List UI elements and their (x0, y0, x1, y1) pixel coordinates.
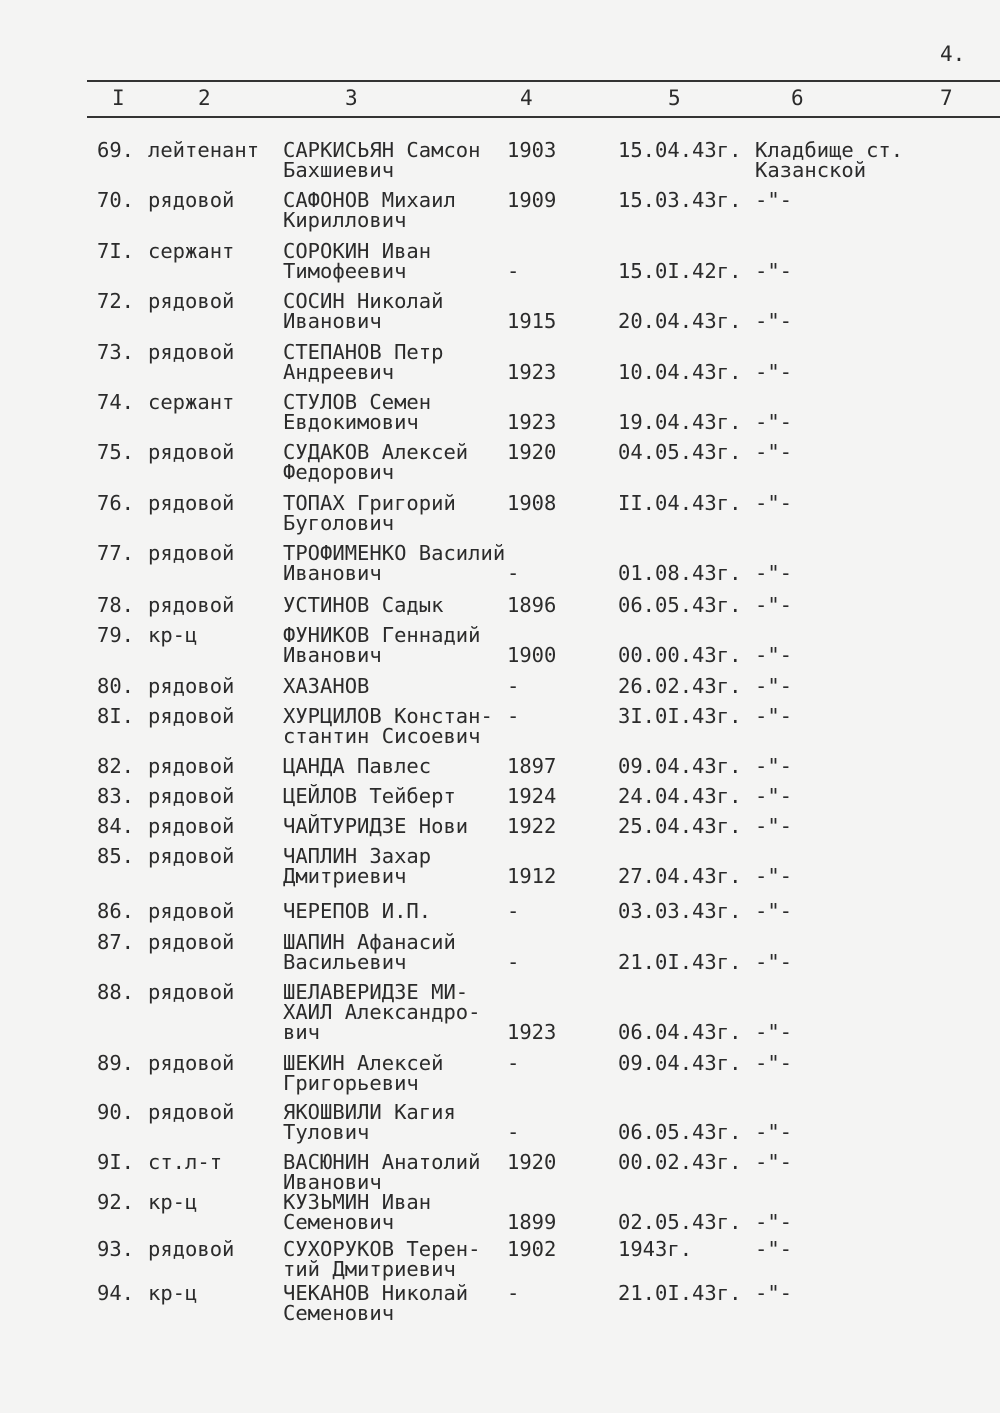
record-rank: рядовой (148, 541, 235, 565)
record-name-line-1: СОСИН Николай (283, 289, 444, 313)
record-rank: рядовой (148, 844, 235, 868)
record-birth-year: 1897 (507, 754, 557, 778)
record-rank: кр-ц (148, 623, 198, 647)
record-rank: рядовой (148, 440, 235, 464)
record-birth-year: 1896 (507, 593, 557, 617)
record-burial-place: -"- (755, 1051, 793, 1075)
record-number: 8I. (97, 704, 135, 728)
record-name-line-1: ЧАЙТУРИДЗЕ Нови (283, 814, 469, 838)
record-burial-place: -"- (755, 1150, 793, 1174)
record-birth-year: 1923 (507, 1020, 557, 1044)
record-burial-place: -"- (755, 440, 793, 464)
record-name-line-1: ФУНИКОВ Геннадий (283, 623, 481, 647)
record-name-line-1: ХАЗАНОВ (283, 674, 370, 698)
column-header-1: I (112, 86, 125, 110)
record-death-date: 21.0I.43г. (618, 950, 742, 974)
record-burial-place: -"- (755, 561, 793, 585)
record-name-line-1: ШАПИН Афанасий (283, 930, 456, 954)
record-name-line-1: СУДАКОВ Алексей (283, 440, 469, 464)
record-rank: рядовой (148, 340, 235, 364)
record-burial-place: -"- (755, 1281, 793, 1305)
record-birth-year: - (507, 950, 520, 974)
record-row (0, 1283, 1000, 1343)
record-name-line-2: Семенович (283, 1210, 395, 1234)
record-name-line-2: Андреевич (283, 360, 395, 384)
record-number: 90. (97, 1100, 135, 1124)
record-rank: сержант (148, 390, 235, 414)
record-rank: рядовой (148, 754, 235, 778)
record-birth-year: 1903 (507, 138, 557, 162)
record-death-date: 15.03.43г. (618, 188, 742, 212)
record-number: 80. (97, 674, 135, 698)
record-name-line-1: ВАСЮНИН Анатолий (283, 1150, 481, 1174)
record-rank: кр-ц (148, 1190, 198, 1214)
record-death-date: 06.05.43г. (618, 593, 742, 617)
record-number: 84. (97, 814, 135, 838)
record-burial-place: -"- (755, 491, 793, 515)
record-name-line-1: СТЕПАНОВ Петр (283, 340, 444, 364)
record-death-date: II.04.43г. (618, 491, 742, 515)
record-rank: рядовой (148, 704, 235, 728)
record-number: 82. (97, 754, 135, 778)
record-name-line-2: Семенович (283, 1301, 395, 1325)
record-birth-year: - (507, 259, 520, 283)
record-rank: сержант (148, 239, 235, 263)
record-row (0, 846, 1000, 906)
record-birth-year: - (507, 674, 520, 698)
column-header-7: 7 (940, 86, 953, 110)
record-number: 74. (97, 390, 135, 414)
record-rank: рядовой (148, 188, 235, 212)
record-death-date: 00.00.43г. (618, 643, 742, 667)
record-death-date: 27.04.43г. (618, 864, 742, 888)
record-number: 83. (97, 784, 135, 808)
record-name-line-1: ШЕКИН Алексей (283, 1051, 444, 1075)
record-name-line-2: Дмитриевич (283, 864, 407, 888)
record-death-date: 25.04.43г. (618, 814, 742, 838)
record-birth-year: 1923 (507, 410, 557, 434)
record-name-line-2: Кириллович (283, 208, 407, 232)
record-number: 76. (97, 491, 135, 515)
record-name-line-1: СУХОРУКОВ Терен- (283, 1237, 481, 1261)
record-rank: ст.л-т (148, 1150, 223, 1174)
record-birth-year: - (507, 1281, 520, 1305)
record-death-date: 09.04.43г. (618, 754, 742, 778)
record-birth-year: 1912 (507, 864, 557, 888)
record-birth-year: - (507, 704, 520, 728)
record-name-line-2: тий Дмитриевич (283, 1257, 456, 1281)
record-row (0, 982, 1000, 1042)
record-death-date: 01.08.43г. (618, 561, 742, 585)
record-death-date: 26.02.43г. (618, 674, 742, 698)
record-birth-year: 1923 (507, 360, 557, 384)
record-name-line-1: ШЕЛАВЕРИДЗЕ МИ- (283, 980, 469, 1004)
record-rank: рядовой (148, 1237, 235, 1261)
record-number: 94. (97, 1281, 135, 1305)
record-rank: рядовой (148, 980, 235, 1004)
column-header-2: 2 (198, 86, 211, 110)
column-header-5: 5 (668, 86, 681, 110)
record-burial-place: -"- (755, 593, 793, 617)
record-death-date: 21.0I.43г. (618, 1281, 742, 1305)
record-burial-place: -"- (755, 1237, 793, 1261)
record-number: 86. (97, 899, 135, 923)
record-birth-year: 1924 (507, 784, 557, 808)
record-birth-year: 1909 (507, 188, 557, 212)
record-name-line-1: СТУЛОВ Семен (283, 390, 432, 414)
record-burial-place: -"- (755, 950, 793, 974)
record-death-date: 06.04.43г. (618, 1020, 742, 1044)
record-death-date: 00.02.43г. (618, 1150, 742, 1174)
record-rank: рядовой (148, 289, 235, 313)
record-death-date: 03.03.43г. (618, 899, 742, 923)
record-rank: рядовой (148, 814, 235, 838)
record-birth-year: 1899 (507, 1210, 557, 1234)
record-burial-place: -"- (755, 674, 793, 698)
record-death-date: 19.04.43г. (618, 410, 742, 434)
record-number: 92. (97, 1190, 135, 1214)
record-burial-place: -"- (755, 864, 793, 888)
record-number: 7I. (97, 239, 135, 263)
record-burial-place: -"- (755, 1120, 793, 1144)
record-name-line-2: стантин Сисоевич (283, 724, 481, 748)
record-name-line-2: Иванович (283, 643, 382, 667)
record-name-line-2: Тимофеевич (283, 259, 407, 283)
record-name-line-1: ТРОФИМЕНКО Василий (283, 541, 506, 565)
record-name-line-2: Федорович (283, 460, 395, 484)
record-name-line-1: УСТИНОВ Садык (283, 593, 444, 617)
record-rank: рядовой (148, 491, 235, 515)
record-rank: рядовой (148, 1051, 235, 1075)
record-number: 73. (97, 340, 135, 364)
record-burial-place: -"- (755, 784, 793, 808)
record-number: 70. (97, 188, 135, 212)
record-name-line-1: САФОНОВ Михаил (283, 188, 456, 212)
record-death-date: 15.04.43г. (618, 138, 742, 162)
record-name-line-2: Бахшиевич (283, 158, 395, 182)
record-number: 69. (97, 138, 135, 162)
record-rank: рядовой (148, 930, 235, 954)
record-rank: рядовой (148, 593, 235, 617)
record-name-line-2: Григорьевич (283, 1071, 419, 1095)
column-header-4: 4 (520, 86, 533, 110)
record-death-date: 06.05.43г. (618, 1120, 742, 1144)
record-rank: рядовой (148, 899, 235, 923)
record-name-line-1: ЧЕРЕПОВ И.П. (283, 899, 432, 923)
record-death-date: 02.05.43г. (618, 1210, 742, 1234)
record-name-line-2: Васильевич (283, 950, 407, 974)
record-birth-year: - (507, 1051, 520, 1075)
record-burial-place: -"- (755, 643, 793, 667)
record-burial-place: -"- (755, 1210, 793, 1234)
record-birth-year: - (507, 1120, 520, 1144)
record-number: 75. (97, 440, 135, 464)
record-number: 78. (97, 593, 135, 617)
record-number: 93. (97, 1237, 135, 1261)
record-burial-place: -"- (755, 410, 793, 434)
record-number: 85. (97, 844, 135, 868)
record-name-line-3: вич (283, 1020, 321, 1044)
record-name-line-1: ЦЕЙЛОВ Тейберт (283, 784, 456, 808)
record-number: 9I. (97, 1150, 135, 1174)
record-burial-place: -"- (755, 899, 793, 923)
record-birth-year: 1920 (507, 1150, 557, 1174)
record-death-date: 10.04.43г. (618, 360, 742, 384)
record-name-line-2: Иванович (283, 309, 382, 333)
record-name-line-1: КУЗЬМИН Иван (283, 1190, 432, 1214)
record-number: 88. (97, 980, 135, 1004)
record-name-line-2: Евдокимович (283, 410, 419, 434)
record-name-line-1: ЧЕКАНОВ Николай (283, 1281, 469, 1305)
record-burial-place-line-2: Казанской (755, 158, 867, 182)
record-birth-year: 1902 (507, 1237, 557, 1261)
record-death-date: 04.05.43г. (618, 440, 742, 464)
record-name-line-2: ХАИЛ Александро- (283, 1000, 481, 1024)
record-number: 87. (97, 930, 135, 954)
record-burial-place: -"- (755, 754, 793, 778)
record-death-date: 3I.0I.43г. (618, 704, 742, 728)
record-name-line-1: ХУРЦИЛОВ Констан- (283, 704, 493, 728)
record-name-line-1: ТОПАХ Григорий (283, 491, 456, 515)
record-burial-place: -"- (755, 188, 793, 212)
record-burial-place: -"- (755, 309, 793, 333)
record-death-date: 1943г. (618, 1237, 693, 1261)
page-number: 4. (940, 42, 966, 66)
record-name-line-1: ЦАНДА Павлес (283, 754, 432, 778)
record-death-date: 20.04.43г. (618, 309, 742, 333)
record-rank: рядовой (148, 1100, 235, 1124)
record-birth-year: 1900 (507, 643, 557, 667)
record-burial-place: -"- (755, 259, 793, 283)
record-death-date: 09.04.43г. (618, 1051, 742, 1075)
record-rank: рядовой (148, 674, 235, 698)
column-header-6: 6 (791, 86, 804, 110)
record-name-line-1: ЧАПЛИН Захар (283, 844, 432, 868)
record-birth-year: 1908 (507, 491, 557, 515)
record-name-line-2: Иванович (283, 1170, 382, 1194)
record-number: 79. (97, 623, 135, 647)
record-birth-year: 1915 (507, 309, 557, 333)
record-burial-place: -"- (755, 1020, 793, 1044)
column-header-3: 3 (345, 86, 358, 110)
record-name-line-1: САРКИСЬЯН Самсон (283, 138, 481, 162)
record-burial-place: -"- (755, 360, 793, 384)
record-name-line-2: Иванович (283, 561, 382, 585)
record-birth-year: 1920 (507, 440, 557, 464)
record-burial-place: -"- (755, 814, 793, 838)
record-birth-year: - (507, 899, 520, 923)
record-rank: лейтенант (148, 138, 260, 162)
record-name-line-1: СОРОКИН Иван (283, 239, 432, 263)
record-death-date: 24.04.43г. (618, 784, 742, 808)
record-burial-place: -"- (755, 704, 793, 728)
record-name-line-1: ЯКОШВИЛИ Кагия (283, 1100, 456, 1124)
record-name-line-2: Тулович (283, 1120, 370, 1144)
record-birth-year: 1922 (507, 814, 557, 838)
record-number: 72. (97, 289, 135, 313)
record-number: 89. (97, 1051, 135, 1075)
header-bottom-rule (87, 116, 1000, 118)
record-death-date: 15.0I.42г. (618, 259, 742, 283)
record-rank: кр-ц (148, 1281, 198, 1305)
record-birth-year: - (507, 561, 520, 585)
header-top-rule (87, 80, 1000, 82)
record-name-line-2: Буголович (283, 511, 395, 535)
record-burial-place: Кладбище ст. (755, 138, 904, 162)
record-number: 77. (97, 541, 135, 565)
record-rank: рядовой (148, 784, 235, 808)
